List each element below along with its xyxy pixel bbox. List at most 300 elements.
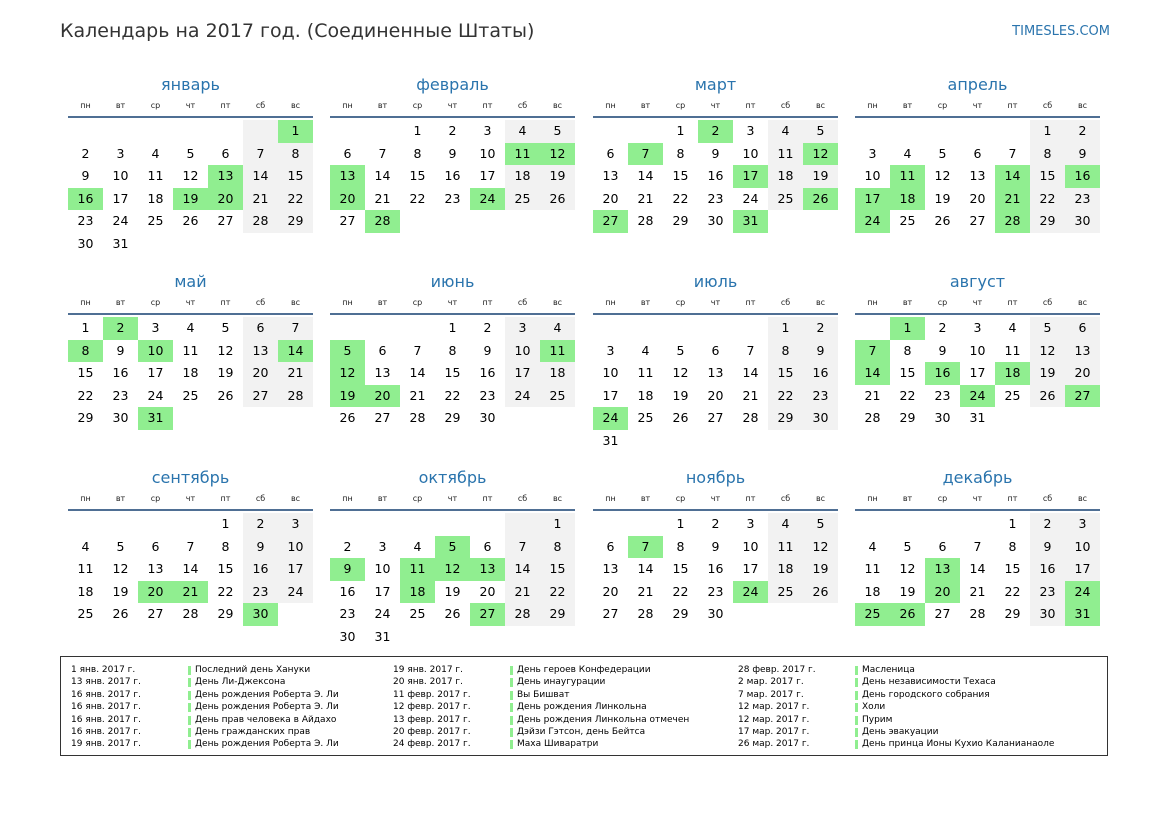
day-cell: 28 [182,606,199,621]
legend-row [738,689,1058,701]
day-cell: 2 [698,120,733,143]
day-cell: 9 [803,340,838,363]
empty-cell [855,317,890,340]
weekday-label: пт [220,101,231,110]
day-cell: 5 [803,120,838,143]
day-cell: 12 [540,143,575,166]
day-cell: 11 [540,340,575,363]
day-cell: 16 [925,362,960,385]
legend-row [738,701,1058,713]
weekday-header [68,98,313,118]
day-cell: 1 [221,516,230,531]
day-cell: 19 [444,583,461,599]
day-cell: 28 [637,606,654,621]
weekday-label: пн [867,298,878,307]
day-cell: 14 [637,561,654,576]
day-cell: 3 [973,320,982,335]
site-link[interactable]: TIMESLES.COM [1012,24,1110,39]
month-12 [855,465,1100,626]
day-cell: 4 [768,120,803,143]
legend-row [393,714,713,726]
day-cell: 5 [221,320,230,335]
weekday-label: чт [447,298,458,307]
day-cell: 1 [278,120,313,143]
day-cell: 21 [969,583,986,599]
weekday-header [593,98,838,118]
day-cell: 2 [1065,120,1100,143]
weekday-label: пт [482,298,493,307]
empty-cell [628,317,663,340]
empty-cell [925,120,960,143]
day-cell: 17 [969,365,986,380]
day-cell: 22 [899,387,916,403]
weekday-label: вс [552,494,563,503]
day-cell: 16 [1065,165,1100,188]
empty-cell [68,513,103,536]
weekday-label: вт [640,494,651,503]
day-grid [68,513,313,626]
day-cell: 11 [77,561,94,576]
day-cell: 18 [864,583,881,599]
day-cell: 6 [151,538,160,554]
day-cell: 15 [540,558,575,581]
day-cell: 6 [221,145,230,161]
day-cell: 13 [147,561,164,576]
weekday-header [855,491,1100,511]
weekday-label: вт [115,298,126,307]
weekday-label: пт [482,494,493,503]
day-cell: 13 [602,168,619,183]
day-cell: 3 [483,123,492,138]
day-cell: 29 [672,606,689,621]
day-cell: 30 [1065,210,1100,233]
day-cell: 26 [1030,385,1065,408]
day-cell: 31 [112,235,129,251]
day-cell: 15 [672,168,689,183]
day-cell: 19 [803,165,838,188]
day-cell: 13 [374,365,391,380]
day-cell: 20 [330,188,365,211]
empty-cell [890,513,925,536]
holiday-marker [855,740,858,749]
day-cell: 24 [147,387,164,403]
weekday-label: пн [605,298,616,307]
day-cell: 13 [969,168,986,183]
weekday-label: пн [342,298,353,307]
day-cell: 8 [221,538,230,554]
empty-cell [243,120,278,143]
day-cell: 8 [768,340,803,363]
empty-cell [138,120,173,143]
day-cell: 9 [483,342,492,358]
day-cell: 25 [540,385,575,408]
day-cell: 11 [182,342,199,358]
day-cell: 2 [483,320,492,335]
day-cell: 24 [505,385,540,408]
weekday-label: пн [605,494,616,503]
empty-cell [995,120,1030,143]
day-cell: 19 [173,188,208,211]
day-cell: 2 [1030,513,1065,536]
holiday-name: День рождения Линкольна отмечен [517,714,690,725]
weekday-label: вт [902,298,913,307]
weekday-label: сб [517,494,528,503]
day-cell: 5 [803,513,838,536]
holiday-name: Вы Бишват [517,689,570,700]
day-cell: 12 [803,143,838,166]
day-cell: 14 [278,340,313,363]
weekday-label: пн [80,101,91,110]
legend-column [393,664,713,751]
day-cell: 28 [409,410,426,425]
day-cell: 1 [1030,120,1065,143]
day-cell: 11 [768,143,803,166]
day-cell: 26 [217,387,234,403]
month-4 [855,72,1100,233]
day-cell: 6 [938,538,947,554]
day-cell: 28 [637,213,654,228]
holiday-name: День героев Конфедерации [517,665,651,675]
day-cell: 10 [112,168,129,183]
day-cell: 9 [243,536,278,559]
day-cell: 23 [934,387,951,403]
day-cell: 22 [540,581,575,604]
day-cell: 2 [803,317,838,340]
day-cell: 10 [374,561,391,576]
month-name: август [949,272,1006,291]
day-cell: 28 [365,210,400,233]
day-grid [68,120,313,255]
weekday-label: ср [412,101,423,110]
legend-row [738,726,1058,738]
day-cell: 14 [855,362,890,385]
weekday-label: пн [342,101,353,110]
day-cell: 1 [413,123,422,138]
day-cell: 27 [707,410,724,425]
day-cell: 4 [1008,320,1017,335]
day-cell: 5 [1030,317,1065,340]
day-cell: 14 [182,561,199,576]
day-cell: 13 [470,558,505,581]
day-cell: 3 [1065,513,1100,536]
day-cell: 15 [77,365,94,380]
weekday-label: вс [290,298,301,307]
day-cell: 16 [339,583,356,599]
weekday-label: пн [605,101,616,110]
weekday-label: вт [377,101,388,110]
legend-row [71,738,391,750]
day-cell: 17 [479,168,496,183]
day-cell: 31 [374,628,391,644]
legend-row [393,676,713,688]
legend-row [738,676,1058,688]
weekday-label: сб [517,298,528,307]
day-cell: 11 [864,561,881,576]
empty-cell [173,513,208,536]
day-cell: 21 [374,190,391,206]
holiday-name: Холи [862,702,886,713]
day-cell: 19 [330,385,365,408]
month-name: декабрь [942,468,1013,487]
day-cell: 23 [444,190,461,206]
weekday-label: вс [815,101,826,110]
day-cell: 26 [890,603,925,626]
day-cell: 29 [899,410,916,425]
holiday-date: 17 мар. 2017 г. [738,726,810,737]
day-cell: 31 [602,432,619,448]
empty-cell [890,120,925,143]
day-cell: 29 [1004,606,1021,621]
empty-cell [365,317,400,340]
day-cell: 1 [768,317,803,340]
day-cell: 16 [707,561,724,576]
day-cell: 10 [602,365,619,380]
empty-cell [960,513,995,536]
holiday-date: 1 янв. 2017 г. [71,665,136,675]
day-cell: 6 [711,342,720,358]
weekday-header [855,295,1100,315]
holiday-marker [855,703,858,712]
day-cell: 23 [243,581,278,604]
day-cell: 27 [969,213,986,228]
day-cell: 19 [540,165,575,188]
weekday-label: пт [220,298,231,307]
day-cell: 29 [540,603,575,626]
legend-row [393,664,713,676]
weekday-label: вт [902,101,913,110]
empty-cell [593,513,628,536]
holiday-name: Пурим [862,714,893,725]
day-cell: 18 [768,165,803,188]
day-cell: 26 [803,581,838,604]
day-cell: 28 [742,410,759,425]
day-cell: 27 [593,210,628,233]
day-cell: 14 [374,168,391,183]
weekday-label: вт [640,101,651,110]
weekday-label: сб [780,101,791,110]
weekday-label: пн [867,101,878,110]
day-cell: 28 [995,210,1030,233]
day-cell: 30 [707,606,724,621]
holiday-date: 12 мар. 2017 г. [738,702,810,713]
day-cell: 22 [278,188,313,211]
day-cell: 30 [112,410,129,425]
day-cell: 5 [116,538,125,554]
day-cell: 25 [768,581,803,604]
weekday-label: вт [377,494,388,503]
day-cell: 16 [707,168,724,183]
day-cell: 10 [742,145,759,161]
day-cell: 3 [116,145,125,161]
weekday-header [68,491,313,511]
day-cell: 22 [1004,583,1021,599]
month-name: март [694,75,737,94]
day-cell: 18 [540,362,575,385]
day-cell: 31 [969,410,986,425]
day-cell: 3 [151,320,160,335]
day-cell: 1 [81,320,90,335]
day-cell: 12 [899,561,916,576]
legend-row [71,676,391,688]
day-cell: 28 [243,210,278,233]
legend-row [71,714,391,726]
day-cell: 26 [182,213,199,228]
day-cell: 2 [343,538,352,554]
weekday-label: пт [1007,101,1018,110]
holiday-date: 13 янв. 2017 г. [71,677,141,688]
day-cell: 11 [768,536,803,559]
day-cell: 17 [1065,558,1100,581]
day-cell: 27 [147,606,164,621]
day-cell: 7 [378,145,387,161]
day-cell: 5 [903,538,912,554]
holiday-name: День рождения Роберта Э. Ли [195,739,339,750]
empty-cell [330,120,365,143]
day-cell: 4 [641,342,650,358]
day-cell: 10 [505,340,540,363]
day-cell: 26 [112,606,129,621]
day-cell: 7 [1008,145,1017,161]
day-cell: 22 [1030,188,1065,211]
day-cell: 30 [803,407,838,430]
day-cell: 7 [413,342,422,358]
empty-cell [103,120,138,143]
day-cell: 29 [768,407,803,430]
weekday-label: пт [1007,298,1018,307]
day-cell: 25 [147,213,164,228]
empty-cell [855,120,890,143]
day-cell: 1 [676,516,685,531]
day-cell: 26 [339,410,356,425]
holiday-date: 16 янв. 2017 г. [71,702,141,713]
day-cell: 5 [938,145,947,161]
day-cell: 6 [483,538,492,554]
month-name: январь [161,75,220,94]
legend-row [71,689,391,701]
month-6 [330,269,575,430]
holiday-date: 11 февр. 2017 г. [393,689,471,700]
day-cell: 26 [540,188,575,211]
holiday-name: День независимости Техаса [862,677,996,688]
day-cell: 16 [243,558,278,581]
day-cell: 21 [278,362,313,385]
day-cell: 13 [243,340,278,363]
day-cell: 24 [593,407,628,430]
holiday-name: Масленица [862,665,915,675]
day-cell: 25 [409,606,426,621]
day-cell: 31 [733,210,768,233]
day-cell: 4 [151,145,160,161]
weekday-label: сб [780,298,791,307]
weekday-label: сб [1042,298,1053,307]
month-10 [330,465,575,648]
day-cell: 18 [768,558,803,581]
day-cell: 26 [672,410,689,425]
day-cell: 2 [711,516,720,531]
weekday-label: чт [185,298,196,307]
day-cell: 27 [243,385,278,408]
day-cell: 20 [243,362,278,385]
weekday-label: чт [972,494,983,503]
day-cell: 28 [969,606,986,621]
day-cell: 6 [606,538,615,554]
holiday-date: 19 янв. 2017 г. [71,739,141,750]
day-cell: 23 [77,213,94,228]
holiday-name: День гражданских прав [195,726,311,737]
day-cell: 16 [1030,558,1065,581]
weekday-label: сб [255,101,266,110]
day-cell: 14 [969,561,986,576]
day-cell: 7 [186,538,195,554]
weekday-label: чт [972,101,983,110]
holiday-date: 20 янв. 2017 г. [393,677,463,688]
day-grid [593,120,838,233]
day-cell: 16 [112,365,129,380]
day-grid [330,120,575,233]
weekday-label: вс [552,298,563,307]
legend-row [393,738,713,750]
weekday-label: вс [1077,494,1088,503]
holiday-date: 16 янв. 2017 г. [71,689,141,700]
day-cell: 26 [803,188,838,211]
holiday-date: 16 янв. 2017 г. [71,726,141,737]
holiday-name: Последний день Хануки [195,665,311,675]
month-8 [855,269,1100,430]
day-cell: 8 [68,340,103,363]
day-cell: 5 [330,340,365,363]
day-cell: 23 [707,583,724,599]
day-cell: 22 [444,387,461,403]
day-cell: 3 [746,516,755,531]
empty-cell [435,513,470,536]
month-name: сентябрь [151,468,230,487]
weekday-label: вт [377,298,388,307]
weekday-label: чт [185,101,196,110]
day-cell: 12 [435,558,470,581]
day-cell: 25 [855,603,890,626]
day-cell: 24 [470,188,505,211]
legend-row [393,726,713,738]
day-cell: 26 [934,213,951,228]
day-cell: 10 [479,145,496,161]
day-cell: 27 [217,213,234,228]
empty-cell [470,513,505,536]
holiday-name: День инаугурации [517,677,606,688]
day-cell: 21 [637,583,654,599]
day-cell: 5 [540,120,575,143]
weekday-label: сб [780,494,791,503]
empty-cell [505,513,540,536]
day-cell: 15 [672,561,689,576]
holiday-marker [510,703,513,712]
day-cell: 7 [973,538,982,554]
day-cell: 18 [400,581,435,604]
empty-cell [855,513,890,536]
day-cell: 19 [217,365,234,380]
holiday-marker [855,666,858,675]
month-name: май [174,272,207,291]
holiday-date: 12 февр. 2017 г. [393,702,471,713]
day-cell: 8 [903,342,912,358]
holiday-marker [188,716,191,725]
day-cell: 15 [1030,165,1065,188]
empty-cell [138,513,173,536]
weekday-label: ср [412,494,423,503]
day-cell: 15 [409,168,426,183]
day-cell: 4 [186,320,195,335]
legend-row [393,701,713,713]
holiday-date: 19 янв. 2017 г. [393,665,463,675]
